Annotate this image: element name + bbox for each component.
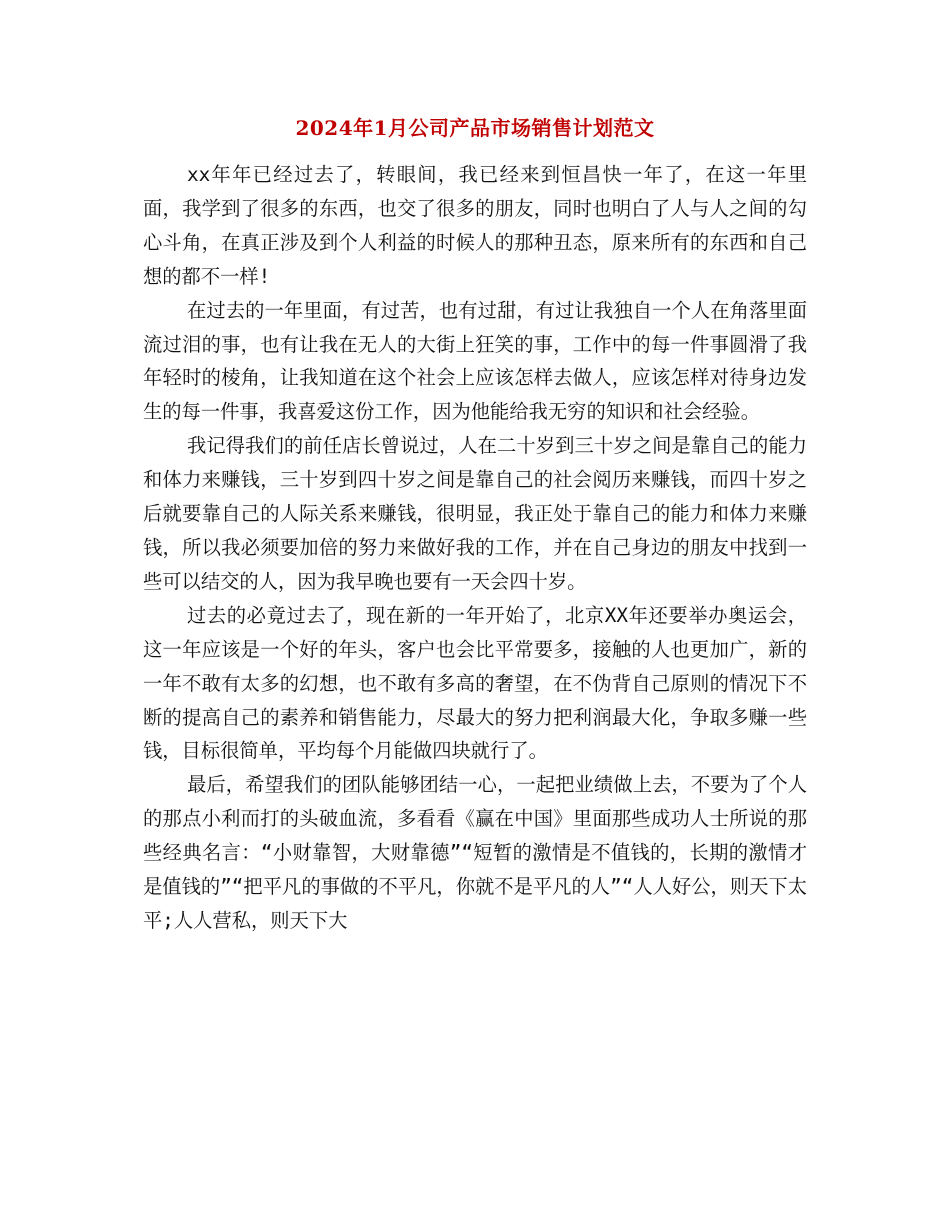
paragraph-4: 过去的必竟过去了，现在新的一年开始了，北京XX年还要举办奥运会，这一年应该是一个好的年头，客户也会比平常要多，接触的人也更加广，新的一年不敢有太多的幻想，也不敢有多高的奢望，在不伪背自己原则的情况下不断的提高自己的素养和销售能力，尽最大的努力把利润最大化，争取多赚一些钱，目标很简单，平均每个月能做四块就行了。 [143, 603, 807, 763]
paragraph-2: 在过去的一年里面，有过苦，也有过甜，有过让我独自一个人在角落里面流过泪的事，也有让我在无人的大街上狂笑的事，工作中的每一件事圆滑了我年轻时的棱角，让我知道在这个社会上应该怎样去做人，应该怎样对待身边发生的每一件事，我喜爱这份工作，因为他能给我无穷的知识和社会经验。 [143, 298, 807, 424]
document-title: 2024年1月公司产品市场销售计划范文 [295, 116, 655, 140]
paragraph-3: 我记得我们的前任店长曾说过，人在二十岁到三十岁之间是靠自己的能力和体力来赚钱，三十岁到四十岁之间是靠自己的社会阅历来赚钱，而四十岁之后就要靠自己的人际关系来赚钱，很明显，我正处于靠自己的能力和体力来赚钱，所以我必须要加倍的努力来做好我的工作，并在自己身边的朋友中找到一些可以结交的人，因为我早晚也要有一天会四十岁。 [143, 434, 807, 593]
paragraph-1: xx年年已经过去了，转眼间，我已经来到恒昌快一年了，在这一年里面，我学到了很多的东西，也交了很多的朋友，同时也明白了人与人之间的勾心斗角，在真正涉及到个人利益的时候人的那种丑态，原来所有的东西和自己想的都不一样! [143, 163, 807, 288]
paragraph-5: 最后，希望我们的团队能够团结一心，一起把业绩做上去，不要为了个人的那点小利而打的头破血流，多看看《赢在中国》里面那些成功人士所说的那些经典名言：“小财靠智，大财靠德”“短暂的激情是不值钱的，长期的激情才是值钱的”“把平凡的事做的不平凡，你就不是平凡的人”“人人好公，则天下太平;人人营私，则天下大 [143, 773, 807, 932]
document-body [143, 158, 807, 938]
